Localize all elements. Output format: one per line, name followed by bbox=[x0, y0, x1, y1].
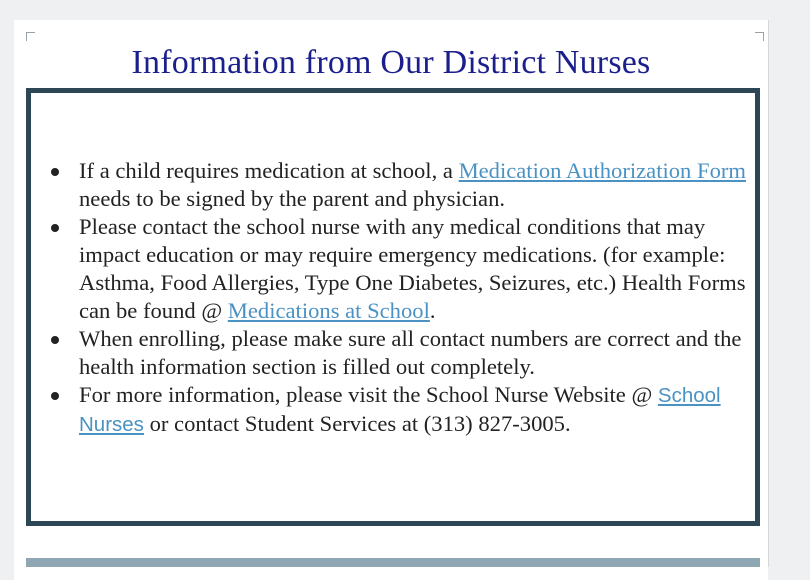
footer-divider-bar bbox=[26, 558, 760, 567]
crop-mark-top-right bbox=[755, 32, 764, 41]
bullet-text: or contact Student Services at (313) 827-3005. bbox=[143, 411, 571, 436]
bullet-text: When enrolling, please make sure all contact numbers are correct and the health information section is filled out completely. bbox=[79, 326, 742, 379]
bullet-text: If a child requires medication at school, a bbox=[79, 158, 459, 183]
bullet-dot-icon bbox=[51, 392, 59, 400]
bullet-dot-icon bbox=[51, 336, 59, 344]
crop-mark-top-left bbox=[26, 32, 35, 41]
page-title: Information from Our District Nurses bbox=[131, 44, 651, 81]
bullet-item-medication-form bbox=[47, 157, 767, 213]
bullet-item-medical-conditions bbox=[47, 213, 767, 325]
info-box bbox=[26, 88, 760, 526]
page-edge bbox=[768, 20, 769, 567]
school-nurses-link[interactable]: School Nurses bbox=[79, 384, 721, 436]
bullet-dot-icon bbox=[51, 168, 59, 176]
bullet-item-more-info bbox=[47, 381, 767, 439]
bullet-item-enrolling bbox=[47, 325, 767, 381]
bullet-dot-icon bbox=[51, 224, 59, 232]
bullet-text: For more information, please visit the School Nurse Website @ bbox=[79, 382, 658, 407]
bullet-text: . bbox=[429, 298, 436, 323]
medication-authorization-form-link[interactable]: Medication Authorization Form bbox=[458, 158, 746, 183]
bullet-text: Please contact the school nurse with any medical conditions that may impact education or may require emergency medications. (for example: Asthma, Food Allergies, Type One Diabetes, Seizures, etc.) Health Forms can be found @ bbox=[79, 214, 746, 323]
bullet-list bbox=[47, 157, 767, 439]
bullet-text: needs to be signed by the parent and physician. bbox=[79, 186, 506, 211]
medications-at-school-link[interactable]: Medications at School bbox=[227, 298, 430, 323]
